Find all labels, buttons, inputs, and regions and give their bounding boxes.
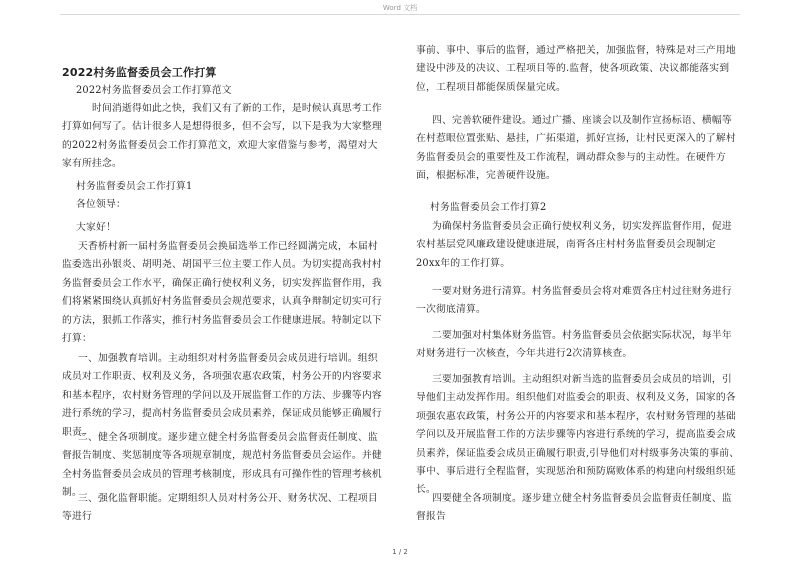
- greeting: 大家好！: [76, 222, 116, 233]
- right-paragraph-2: 四、完善软硬件建设。通过广播、座谈会以及制作宣扬标语、横幅等在村惹眼位置张贴、悬挂，广拓渠道，抓好宣扬，让村民更深入的了解村务监督委员会的重要性及工作流程，调动群众参与的主动性。在硬件方面，根据标准，完善硬件设施。: [416, 115, 736, 182]
- paragraph-4: 三、强化监督职能。定期组织人员对村务公开、财务状况、工程项目等进行: [62, 493, 378, 523]
- page-title: 2022村务监督委员会工作打算: [62, 66, 217, 79]
- right-paragraph-1: 事前、事中、事后的监督，通过严格把关，加强监督，特殊是对三产用地建设中涉及的决议、工程项目等的.监督，使各项政策、决议都能落实到位，工程项目都能保质保量完成。: [416, 45, 736, 93]
- page-number: 1 / 2: [392, 548, 408, 556]
- intro-paragraph: 时间消逝得如此之快，我们又有了新的工作，是时候认真思考工作打算如何写了。估计很多人是想得很多，但不会写，以下是我为大家整理的2022村务监督委员会工作打算范文，欢迎大家借鉴与参考，渴望对大家有所挂念。: [62, 103, 382, 170]
- salutation: 各位领导：: [76, 199, 126, 210]
- right-paragraph-3: 为确保村务监督委员会正确行使权利义务，切实发挥监督作用，促进农村基层党风廉政建设健康进展，南胥各庄村村务监督委员会现制定20xx年的工作打算。: [416, 221, 732, 269]
- right-paragraph-4: 一要对财务进行清算。村务监督委员会将对难贾各庄村过往财务进行一次彻底清算。: [416, 286, 732, 316]
- paragraph-3: 二、健全各项制度。逐步建立健全村务监督委员会监督责任制度、监督报告制度、奖惩制度等各项规章制度，规范村务监督委员会运作。并健全村务监督委员会成员的管理考核制度，形成具有可操作性的管理考核机制。: [62, 432, 382, 499]
- section-1-title: 村务监督委员会工作打算1: [76, 181, 193, 192]
- paragraph-1: 天香桥村新一届村务监督委员会换届选举工作已经圆满完成，本届村监委选出孙银炎、胡明尧、胡国平三位主要工作人员。为切实提高我村村务监督委员会工作水平，确保正确行使权利义务，切实发挥监督作用，我们将紧紧围绕认真抓好村务监督委员会规范要求，认真争辩制定切实可行的方法，狠抓工作落实，推行村务监督委员会工作健康进展。特制定以下打算：: [62, 241, 382, 345]
- document-header-label: Word 文档: [382, 4, 418, 12]
- subtitle: 2022村务监督委员会工作打算范文: [76, 85, 232, 96]
- right-paragraph-5: 二要加强对村集体财务监管。村务监督委员会依据实际状况，每半年对财务进行一次核查，今年共进行2次清算核查。: [416, 330, 732, 360]
- right-paragraph-6: 三要加强教育培训。主动组织对新当选的监督委员会成员的培训，引导他们主动发挥作用。组织他们对监委会的职责、权利及义务，国家的各项强农惠农政策，村务公开的内容要求和基本程序，农村财务管理的基础学问以及开展监督工作的方法步骤等内容进行系统的学习，提高监委会成员素养，保证监委会成员正确履行职责,引导他们对村级事务决策的事前、事中、事后进行全程监督，实现惩治和预防腐败体系的构建向村级组织延长。: [416, 374, 740, 496]
- section-2-title: 村务监督委员会工作打算2: [430, 202, 547, 213]
- paragraph-2: 一、加强教育培训。主动组织对村务监督委员会成员进行培训。组织成员对工作职责、权利及义务，各项强农惠农政策，村务公开的内容要求和基本程序，农村财务管理的学问以及开展监督工作的方法、步骤等内容进行系统的学习，提高村务监督委员会成员素养，保证成员能够正确履行职责。: [62, 353, 382, 438]
- right-paragraph-7: 四要健全各项制度。逐步建立健全村务监督委员会监督责任制度、监督报告: [416, 493, 732, 523]
- header-divider: [60, 14, 740, 15]
